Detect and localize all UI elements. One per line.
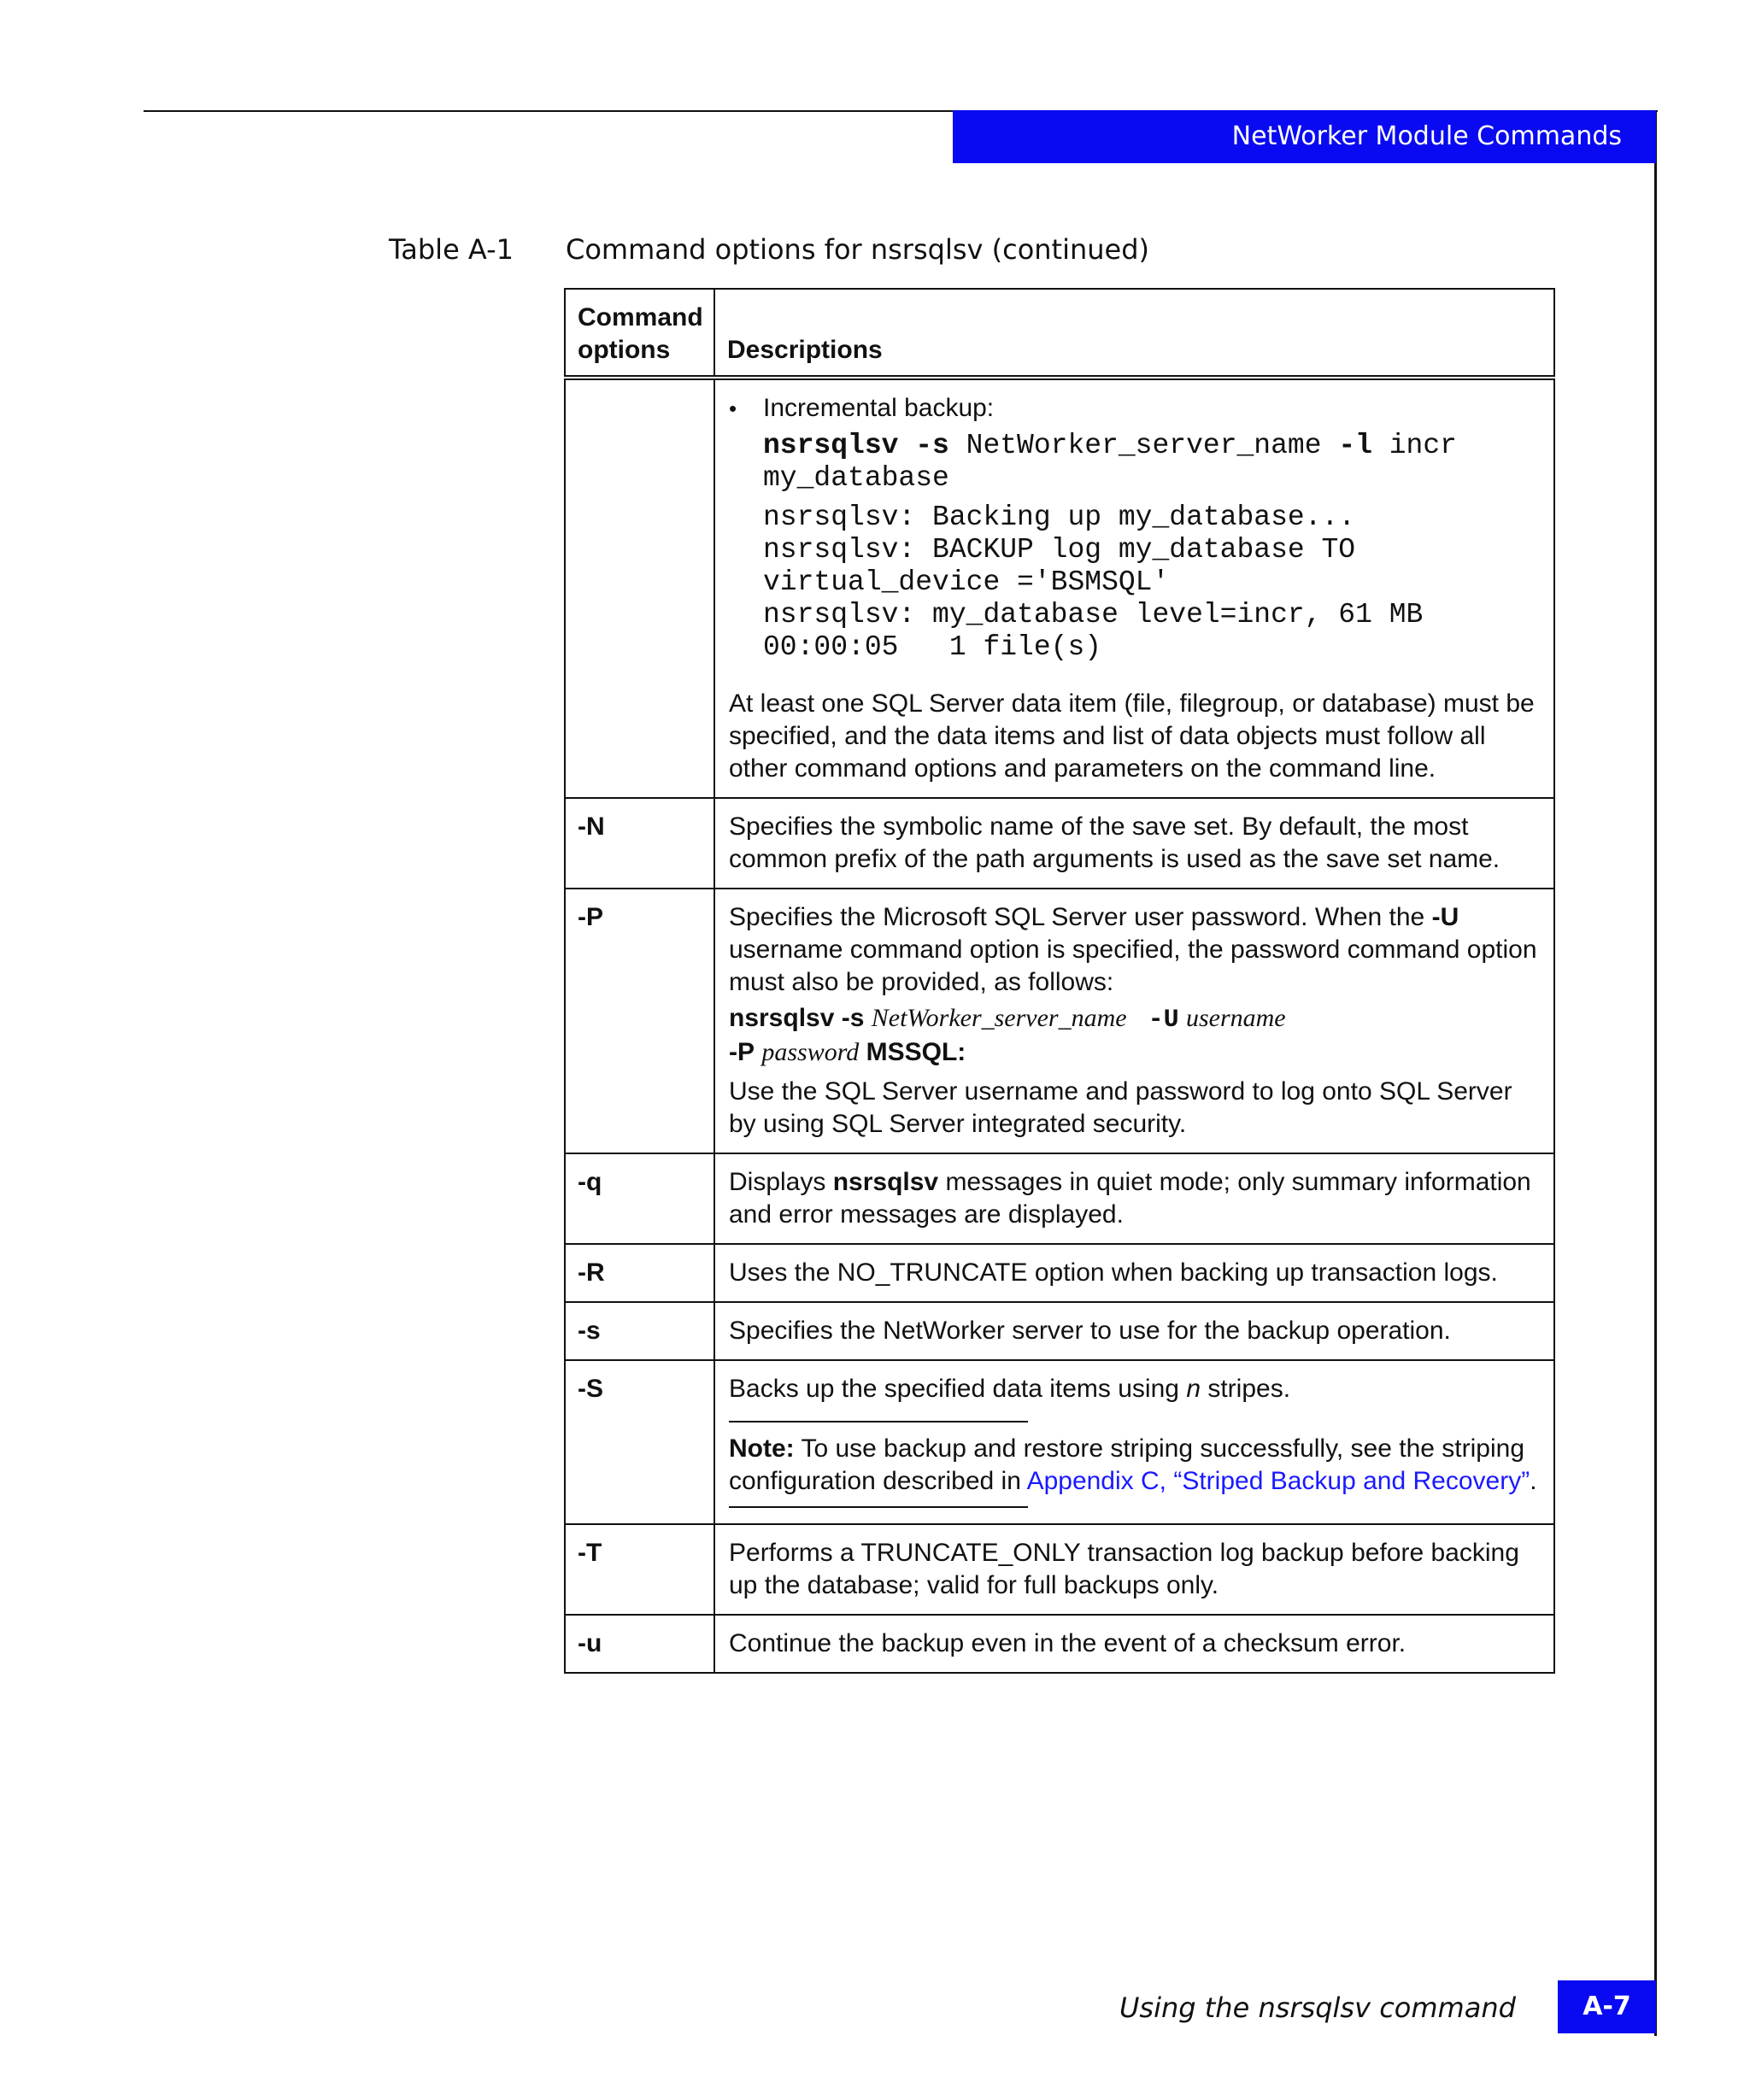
header-command-options-line2: options bbox=[578, 336, 671, 364]
footer-running-title: Using the nsrsqlsv command bbox=[1119, 1991, 1516, 2024]
description-cell: Uses the NO_TRUNCATE option when backing up transaction logs. bbox=[714, 1244, 1554, 1302]
text-run: Displays bbox=[729, 1168, 833, 1196]
header-command-options bbox=[565, 289, 714, 378]
syntax-line-2 bbox=[729, 1036, 1542, 1069]
option-cell: -q bbox=[565, 1153, 714, 1244]
syntax-command: nsrsqlsv -s bbox=[729, 1004, 872, 1032]
command-flag: -l bbox=[1338, 430, 1372, 461]
option-cell: -N bbox=[565, 798, 714, 889]
page-number: A-7 bbox=[1558, 1980, 1656, 2033]
bold-flag: -U bbox=[1431, 903, 1459, 931]
command-keyword: nsrsqlsv -s bbox=[763, 430, 949, 461]
description-cell: Continue the backup even in the event of a checksum error. bbox=[714, 1615, 1554, 1673]
option-cell: -u bbox=[565, 1615, 714, 1673]
command-argument: NetWorker_server_name bbox=[948, 430, 1339, 461]
table-row bbox=[565, 889, 1554, 1153]
option-cell: -P bbox=[565, 889, 714, 1153]
stripes-description bbox=[729, 1373, 1542, 1405]
description-cell bbox=[714, 1360, 1554, 1524]
text-run: username command option is specified, the password command option must also be provided, as follows: bbox=[729, 936, 1537, 996]
option-cell: -R bbox=[565, 1244, 714, 1302]
table-number: Table A-1 bbox=[389, 233, 514, 266]
syntax-mssql: MSSQL: bbox=[866, 1038, 966, 1066]
table-row bbox=[565, 1524, 1554, 1615]
option-cell: -S bbox=[565, 1360, 714, 1524]
note-end: . bbox=[1530, 1467, 1537, 1495]
header-descriptions: Descriptions bbox=[714, 289, 1554, 378]
table-header-row bbox=[565, 289, 1554, 378]
section-title: NetWorker Module Commands bbox=[1231, 121, 1622, 151]
example-output: nsrsqlsv: Backing up my_database... nsrsqlsv: BACKUP log my_database TO virtual_device ='BSMSQL' nsrsqlsv: my_database level=incr, 61 MB 00:00:05 1 file(s) bbox=[763, 502, 1424, 663]
table-row bbox=[565, 1244, 1554, 1302]
table-row bbox=[565, 1153, 1554, 1244]
table-row bbox=[565, 1615, 1554, 1673]
table-row-continued bbox=[565, 378, 1554, 798]
bold-command: nsrsqlsv bbox=[832, 1168, 939, 1196]
table-row bbox=[565, 1302, 1554, 1360]
command-argument-rest: incr my_database bbox=[763, 430, 1474, 494]
note-divider-bottom bbox=[729, 1506, 1028, 1508]
example-command bbox=[763, 430, 1542, 495]
note-label: Note: bbox=[729, 1434, 795, 1463]
password-syntax bbox=[729, 1002, 1542, 1069]
text-run: stripes. bbox=[1201, 1375, 1291, 1403]
table-row bbox=[565, 798, 1554, 889]
text-run: Specifies the Microsoft SQL Server user password. When the bbox=[729, 903, 1432, 931]
striping-note bbox=[729, 1433, 1542, 1498]
italic-n: n bbox=[1186, 1375, 1201, 1403]
bullet-icon: • bbox=[729, 396, 737, 421]
section-header bbox=[953, 110, 1656, 163]
syntax-password-arg: password bbox=[761, 1038, 860, 1066]
text-run: Backs up the specified data items using bbox=[729, 1375, 1187, 1403]
syntax-server-arg: NetWorker_server_name bbox=[871, 1004, 1127, 1032]
note-text: To use backup and restore striping successfully, see the striping configuration described in bbox=[729, 1434, 1524, 1495]
command-options-table bbox=[564, 288, 1555, 1674]
syntax-username-arg: username bbox=[1185, 1004, 1286, 1032]
data-item-note: At least one SQL Server data item (file, filegroup, or database) must be specified, and the data items and list of data objects must follow all other command options and parameters on the command line. bbox=[729, 689, 1535, 783]
description-cell bbox=[714, 889, 1554, 1153]
table-row bbox=[565, 1360, 1554, 1524]
option-cell-empty bbox=[565, 378, 714, 798]
description-cell bbox=[714, 1153, 1554, 1244]
table-title: Command options for nsrsqlsv (continued) bbox=[566, 233, 1150, 266]
description-cell bbox=[714, 378, 1554, 798]
syntax-password-flag: -P bbox=[729, 1038, 755, 1066]
description-cell: Specifies the symbolic name of the save set. By default, the most common prefix of the path arguments is used as the save set name. bbox=[714, 798, 1554, 889]
note-divider-top bbox=[729, 1421, 1028, 1422]
option-cell: -T bbox=[565, 1524, 714, 1615]
header-command-options-line1: Command bbox=[578, 303, 703, 331]
bullet-item bbox=[729, 392, 1542, 425]
bullet-label: Incremental backup: bbox=[763, 394, 995, 422]
integrated-security-text: Use the SQL Server username and password to log onto SQL Server by using SQL Server integrated security. bbox=[729, 1077, 1512, 1138]
password-description bbox=[729, 901, 1542, 999]
appendix-c-link[interactable]: Appendix C, “Striped Backup and Recovery” bbox=[1026, 1467, 1530, 1495]
option-cell: -s bbox=[565, 1302, 714, 1360]
syntax-user-flag: -U bbox=[1148, 1006, 1179, 1035]
description-cell: Performs a TRUNCATE_ONLY transaction log backup before backing up the database; valid for full backups only. bbox=[714, 1524, 1554, 1615]
description-cell: Specifies the NetWorker server to use for the backup operation. bbox=[714, 1302, 1554, 1360]
text-run: messages in quiet mode; only summary information and error messages are displayed. bbox=[729, 1168, 1531, 1229]
page-side-rule bbox=[1654, 110, 1657, 2036]
